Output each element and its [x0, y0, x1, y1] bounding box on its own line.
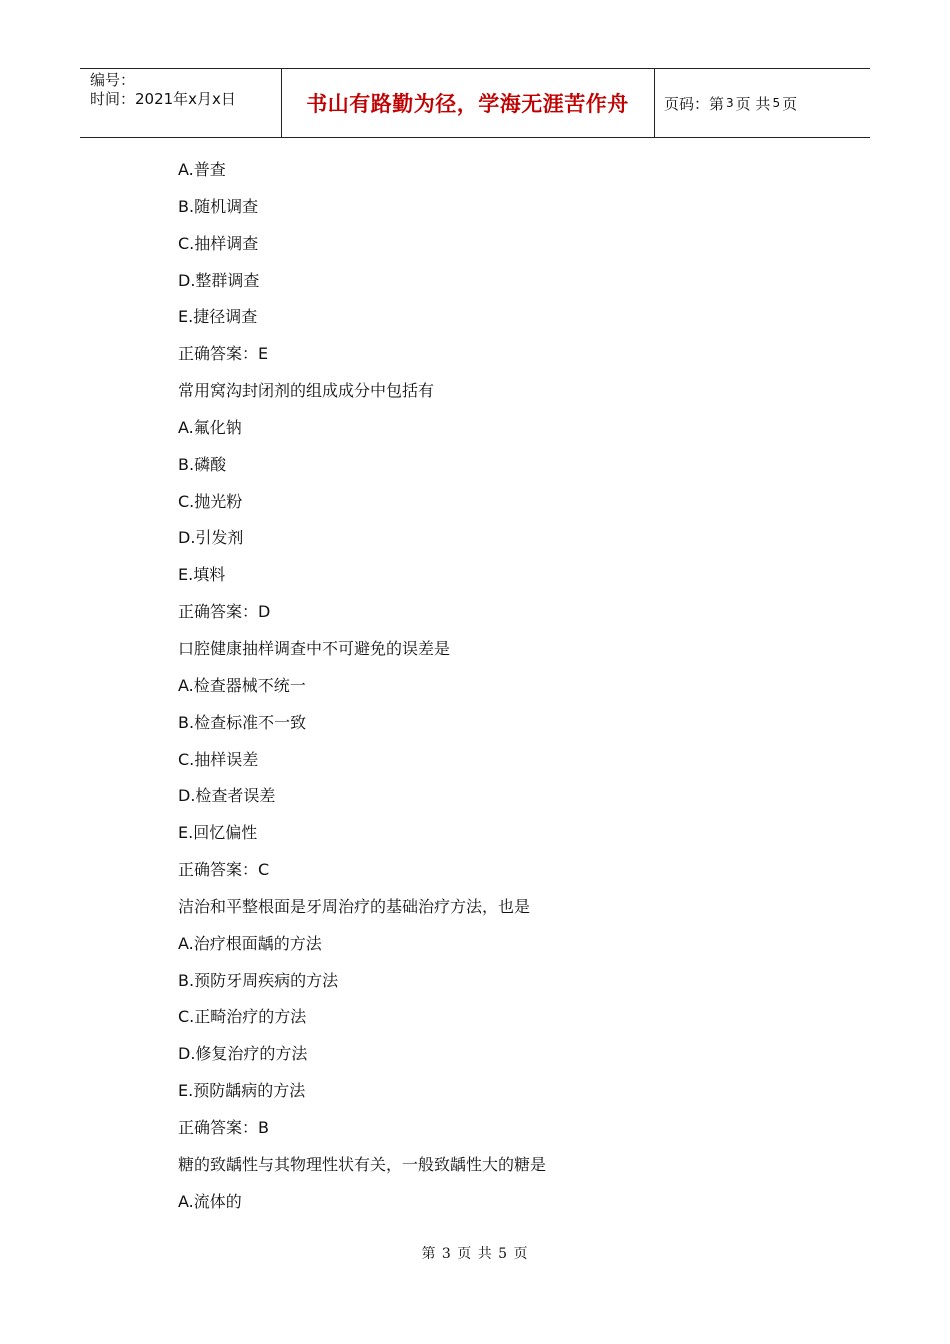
answer-option: E.回忆偏性 [178, 823, 258, 843]
date-label: 时间：2021年x月x日 [90, 90, 236, 108]
answer-option: D.整群调查 [178, 270, 260, 290]
answer-option: C.抽样调查 [178, 233, 259, 253]
page-mid: 页 共 [735, 94, 771, 113]
answer-option: B.磷酸 [178, 454, 227, 474]
header-motto: 书山有路勤为径，学海无涯苦作舟 [306, 92, 629, 116]
answer-option: B.检查标准不一致 [178, 712, 307, 732]
header-divider [654, 69, 655, 137]
correct-answer: 正确答案：E [178, 344, 269, 364]
page-footer: 第 3 页 共 5 页 [421, 1246, 529, 1262]
page-total: 5 [772, 96, 781, 110]
header-meta [90, 71, 236, 109]
answer-option: D.引发剂 [178, 528, 244, 548]
question-stem: 口腔健康抽样调查中不可避免的误差是 [178, 638, 451, 658]
correct-answer: 正确答案：D [178, 602, 271, 622]
answer-option: A.氟化钠 [178, 417, 242, 437]
answer-option: C.正畸治疗的方法 [178, 1007, 307, 1027]
answer-option: E.填料 [178, 565, 226, 585]
answer-option: E.捷径调查 [178, 307, 258, 327]
question-content [178, 152, 546, 1220]
answer-option: B.随机调查 [178, 196, 259, 216]
answer-option: C.抛光粉 [178, 491, 243, 511]
answer-option: A.流体的 [178, 1191, 242, 1211]
correct-answer: 正确答案：C [178, 860, 270, 880]
answer-option: D.修复治疗的方法 [178, 1044, 308, 1064]
correct-answer: 正确答案：B [178, 1117, 269, 1137]
page-current: 3 [726, 96, 734, 110]
answer-option: D.检查者误差 [178, 786, 276, 806]
question-stem: 常用窝沟封闭剂的组成成分中包括有 [178, 381, 435, 401]
page-suffix: 页 [782, 94, 798, 113]
answer-option: C.抽样误差 [178, 749, 259, 769]
question-stem: 洁治和平整根面是牙周治疗的基础治疗方法，也是 [178, 896, 531, 916]
answer-option: A.普查 [178, 160, 226, 179]
answer-option: A.治疗根面龋的方法 [178, 933, 322, 953]
answer-option: B.预防牙周疾病的方法 [178, 970, 339, 990]
answer-option: E.预防龋病的方法 [178, 1081, 306, 1101]
number-label: 编号： [90, 71, 136, 89]
page-header [80, 68, 870, 138]
answer-option: A.检查器械不统一 [178, 675, 306, 695]
page-prefix: 页码：第 [664, 94, 725, 113]
question-stem: 糖的致龋性与其物理性状有关，一般致龋性大的糖是 [178, 1154, 547, 1174]
header-page-info [664, 69, 797, 137]
